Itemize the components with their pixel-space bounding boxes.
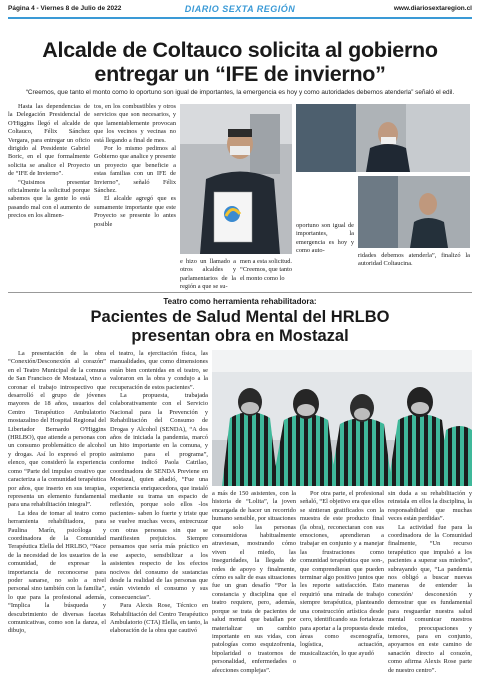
article1-paragraph: Por lo mismo pedimos al Gobierno que analice y presente un proyecto que beneficie a estas familias con un IFE de Invierno”, señaló Félix Sánchez.: [94, 145, 176, 195]
headline1-line2: entregar un “IFE de invierno”: [94, 62, 386, 86]
article1-headline: [8, 38, 472, 86]
article1-photo-tertiary: [358, 176, 470, 248]
article2-paragraph: sin duda a su rehabilitación y reinstala en ellos la disciplina, la responsabilidad que muchas veces están perdidas”.: [388, 490, 472, 523]
article2-paragraph: el teatro, la ejercitación física, las manualidades, que como dimensiones están bien contenidas en el teatro, se valoraron en la obra y condujo a la recuperación de estos pacientes”.: [110, 350, 208, 391]
article2-paragraph: La propuesta, trabajada colaborativamente con el Servicio Nacional para la Prevención y Rehabilitación del Consumo de Drogas y Alcohol (SENDA), “A dos años de iniciada la pandemia, marcó un hito importante en la comuna, y asimismo para el programa”, conforme indicó Paola Catrilao, coordinadora de SENDA Previene en Mostazal, quien añadió, “Fue una experiencia enriquecedora, que instaló mediante su trama un espacio de reflexión, porque solo ellos -los pacientes- saben lo fuerte y triste que se vuelve muchas veces, entrecruzar con otras personas sin que se manifiesten prejuicios. Siempre pensamos que sería más práctico en ese aspecto, sensibilizar a los asistentes respecto de los efectos nocivos del consumo de sustancias desde la realidad de las personas que están viviendo el consumo y sus consecuencias”.: [110, 392, 208, 601]
article1-col3: [180, 258, 236, 291]
article1-paragraph: ridades debemos atenderla”, finalizó la autoridad Coltaucina.: [358, 252, 470, 268]
article1-paragraph: El alcalde agregó que es sumamente importante que este Proyecto se presente lo antes posible: [94, 195, 176, 228]
article2-paragraph: Para Alexis Rose, Técnico en Rehabilitación del Centro Terapéutico Ambulatorio (CTA) Elella, en tanto, la elaboración de la obra que cautivó: [110, 602, 208, 635]
article2-paragraph: La idea de tomar al teatro como herramienta rehabilitadora, para Paulina Marín, psicóloga y coordinadora de la Comunidad Terapéutica Elella del HRLBO, “Nace de la necesidad de los usuarios de la comunidad, de expresar la importancia de reconocerse para poder sanarse, no solo a nivel personal sino también con la familia”, lo que para la profesional además, “Implica la búsqueda y descubrimiento de diversas facetas comunicativas, como son la danza, el dibujo,: [8, 509, 106, 635]
article1-paragraph: tos, en los combustibles y otros servicios que son necesarios, y que lamentablemente provocan que los vecinos y vecinas no está llegando a final de mes.: [94, 103, 176, 144]
article1-col4: [240, 258, 292, 288]
article2-col1: [8, 350, 106, 662]
article2-kicker: Teatro como herramienta rehabilitadora:: [163, 297, 317, 306]
article2-paragraph: Por otra parte, el profesional señaló, “El objetivo era que ellos se sintieran gratificados con la muestra de este producto final (la obra), reconectaran con sus emociones, aprendieran a trabajar en conjunto y a manejar las frustraciones como comunidad terapéutica que son-, que comprendieran que pueden terminar algo positivo juntos que les reporte satisfacción. Esto requirió una mirada de trabajo siempre terapéutica, planteando una construcción artística desde cero, identificando sus fortalezas para aportar a la propuesta desde áreas como escenografía, logística, actuación, musicalización, lo que ayudó: [300, 490, 384, 657]
article1-col2: [94, 103, 176, 288]
headline2-line2: presentan obra en Mostazal: [131, 327, 349, 345]
article2-paragraph: La actividad fue para la coordinadora de la Comunidad finalmente, “Un recurso terapéutico que impulsó a los pacientes a superar sus miedos”, subrayando que, “La pandemia nos obligó a buscar nuevas maneras de entender la conexión/ desconexión y demostrar que es fundamental para resguardar nuestra salud mental comunicar nuestros miedos, preocupaciones y temores, para en conjunto, apoyarnos en este camino de sanación directo al corazón, como afirma Alexis Rose parte de nuestro centro”.: [388, 523, 472, 674]
article1-paragraph: men a esta solicitud. “Creemos, que tanto el monto como lo: [240, 258, 292, 282]
website-link[interactable]: www.diariosextaregion.cl: [393, 5, 472, 12]
page-header: [8, 4, 472, 16]
article2-col3: [212, 490, 296, 674]
header-rule: [8, 17, 472, 19]
article1-paragraph: Hasta las dependencias de la Delegación Presidencial de O'Higgins llegó el alcalde de Coltauco, Félix Sánchez Vergara, para entregar un oficio dirigido al Presidente Gabriel Boric, en el que formalmente solicita se analice el Proyecto de “IFE de Invierno”.: [8, 103, 90, 178]
article2-col2: [110, 350, 208, 662]
article1-col6-area: [358, 176, 470, 288]
article2-col4: [300, 490, 384, 662]
article1-photo-secondary: [296, 104, 470, 172]
headline1-line1: Alcalde de Coltauco solicita al gobierno: [42, 38, 438, 62]
article2-col5: [388, 490, 472, 674]
masthead: DIARIO SEXTA REGIÓN: [184, 4, 296, 14]
article1-paragraph: e hizo un llamado a otros alcaldes y parlamentarios de la región a que se su-: [180, 258, 236, 291]
headline2-line1: Pacientes de Salud Mental del HRLBO: [90, 308, 390, 326]
article2-paragraph: La presentación de la obra “Conexión/Desconexión al corazón” en el Teatro Municipal de la comuna de San Francisco de Mostazal, vino a coronar el trabajo introspectivo que desarrolló el grupo de jóvenes mayores de 18 años, usuarios del Centro Terapéutico Ambulatorio mostazalino del Hospital Regional del Libertador Bernardo O'Higgins (HRLBO), que atiende a personas con un consumo problemático de alcohol y drogas. Así lo expresó el propio elenco, que consideró la experiencia como “Parte del impulso creativo que caracteriza a la comunidad terapéutica por años, que inserto en sus terapias, representa un elemento fundamental para una rehabilitación integral”.: [8, 350, 106, 509]
article1-photo-main: [180, 104, 292, 254]
article2-headline: [8, 308, 472, 346]
page-date: Página 4 - Viernes 8 de Julio de 2022: [8, 5, 122, 12]
article1-col5: [296, 222, 354, 288]
article2-photo-actors: [212, 350, 472, 486]
article1-paragraph: oportuno son igual de importantes, la emergencia es hoy y como auto-: [296, 222, 354, 255]
article1-col1: [8, 103, 90, 288]
article1-deck: “Creemos, que tanto el monto como lo oportuno son igual de importantes, la emergencia es hoy y como autoridades debemos atenderla” señaló el edil.: [25, 89, 455, 96]
section-divider: [8, 292, 472, 293]
article1-paragraph: “Quisimos presentar oficialmente la solicitud porque sabemos que la gente lo está pasando mal con el aumento de precios en los alimen-: [8, 178, 90, 220]
article2-paragraph: a más de 150 asistentes, con la historia de “Lolita”, la joven encargada de hacer un recorrido humano sensible, por situaciones que solo las personas consumidoras habitualmente atraviesan, mostrando cómo viven el miedo, las inseguridades, la llegada de redes de apoyo y finalmente, cómo es salir de esas situaciones fue un gran desafío “Por la constancia y disciplina que el teatro requiere, pero, además, porque se trata de pacientes de salud mental que batallan por materializar un cambio importante en sus vidas, con patologías como esquizofrenia, bipolaridad o trastornos de personalidad, enfermedades o afecciones complejas”.: [212, 490, 296, 674]
